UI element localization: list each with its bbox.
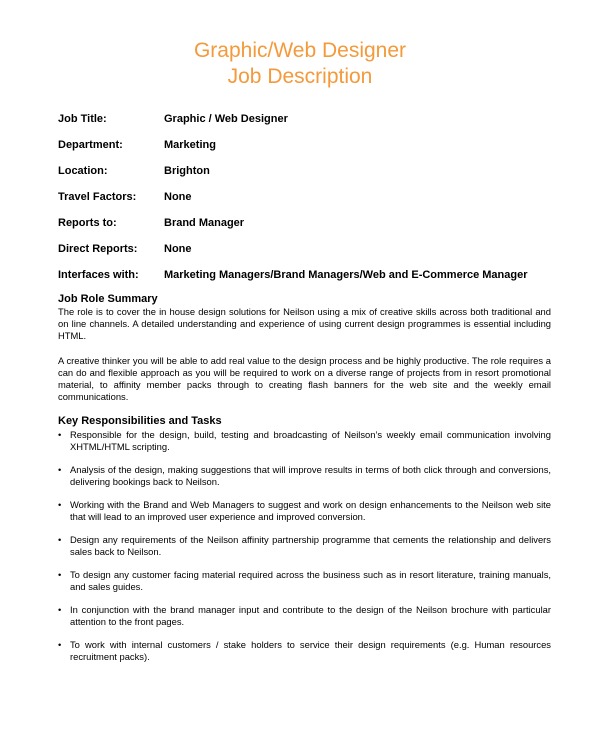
- list-item-text: To design any customer facing material required across the business such as in resort literature, training manuals, and sales guides.: [70, 569, 551, 592]
- list-item-text: To work with internal customers / stake holders to service their design requirements (e.g. Human resources recruitment packs).: [70, 639, 551, 662]
- field-label: Direct Reports:: [58, 243, 138, 255]
- field-value: Brighton: [164, 165, 210, 177]
- bullet-icon: •: [58, 499, 62, 510]
- summary-paragraph: A creative thinker you will be able to add real value to the design process and be highly productive. The role requires a can do and flexible approach as you will be required to work on a diverse range of projects from in resort promotional material, to affinity member packs through to creating flash banners for the web site and the weekly email communications.: [58, 355, 551, 402]
- list-item: [58, 499, 551, 523]
- section-heading-responsibilities: Key Responsibilities and Tasks: [58, 415, 222, 427]
- field-label: Job Title:: [58, 113, 107, 125]
- section-heading-summary: Job Role Summary: [58, 293, 158, 305]
- field-value: None: [164, 243, 192, 255]
- field-label: Department:: [58, 139, 123, 151]
- responsibilities-list: [58, 429, 551, 663]
- field-label: Travel Factors:: [58, 191, 137, 203]
- bullet-icon: •: [58, 639, 62, 650]
- bullet-icon: •: [58, 429, 62, 440]
- list-item-text: Working with the Brand and Web Managers to suggest and work on design enhancements to the Neilson web site that will lead to an improved user experience and improved conversion.: [70, 499, 551, 522]
- bullet-icon: •: [58, 534, 62, 545]
- list-item-text: Design any requirements of the Neilson affinity partnership programme that cements the relationship and delivers sales back to Neilson.: [70, 534, 551, 557]
- list-item: [58, 569, 551, 593]
- summary-paragraph: The role is to cover the in house design solutions for Neilson using a mix of creative skills across both traditional and on line channels. A detailed understanding and experience of using current design programmes is essential including HTML.: [58, 306, 551, 341]
- field-value: Marketing Managers/Brand Managers/Web and E-Commerce Manager: [164, 269, 528, 281]
- list-item-text: Responsible for the design, build, testing and broadcasting of Neilson’s weekly email communication involving XHTML/HTML scripting.: [70, 429, 551, 452]
- field-value: Brand Manager: [164, 217, 245, 229]
- bullet-icon: •: [58, 604, 62, 615]
- bullet-icon: •: [58, 464, 62, 475]
- field-label: Interfaces with:: [58, 269, 139, 281]
- list-item: [58, 464, 551, 488]
- list-item-text: Analysis of the design, making suggestions that will improve results in terms of both click through and conversions, delivering bookings back to Neilson.: [70, 464, 551, 487]
- list-item: [58, 429, 551, 453]
- field-value: None: [164, 191, 192, 203]
- list-item-text: In conjunction with the brand manager input and contribute to the design of the Neilson brochure with particular attention to the front pages.: [70, 604, 551, 627]
- field-label: Reports to:: [58, 217, 117, 229]
- field-label: Location:: [58, 165, 108, 177]
- list-item: [58, 534, 551, 558]
- bullet-icon: •: [58, 569, 62, 580]
- list-item: [58, 639, 551, 663]
- field-value: Graphic / Web Designer: [164, 113, 288, 125]
- page-title: Graphic/Web Designer: [193, 39, 407, 62]
- field-value: Marketing: [164, 139, 216, 151]
- page-subtitle: Job Description: [227, 65, 373, 88]
- list-item: [58, 604, 551, 628]
